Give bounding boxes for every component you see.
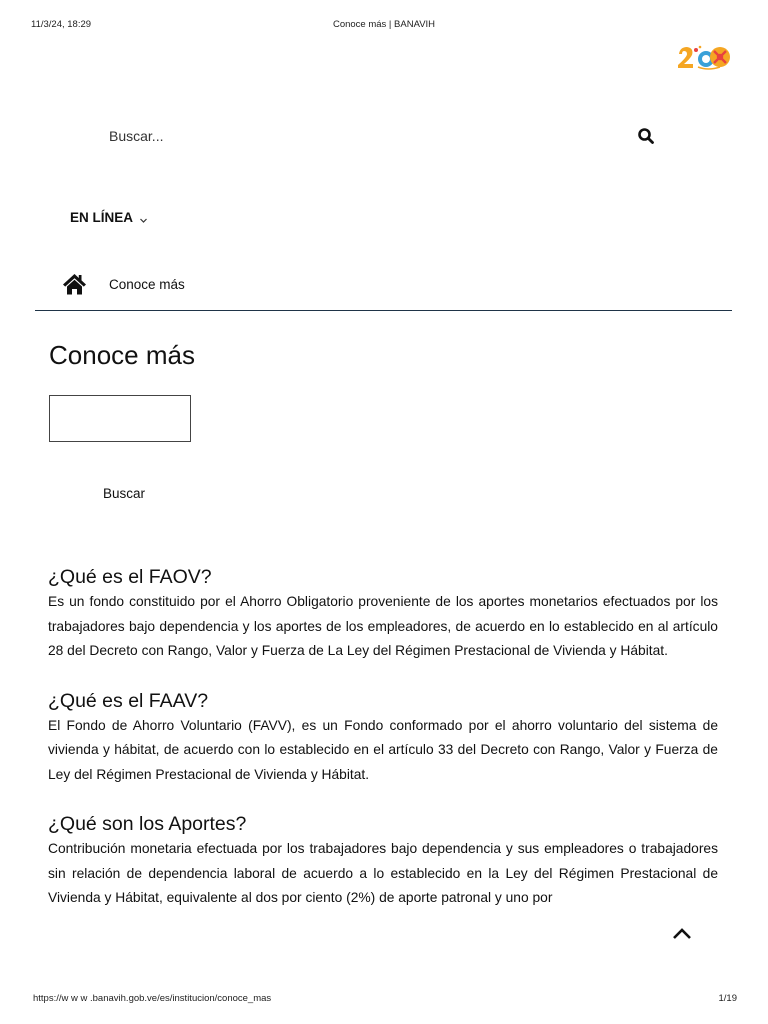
- faq-question: ¿Qué es el FAAV?: [48, 689, 209, 712]
- home-icon[interactable]: [62, 272, 87, 296]
- faq-answer: Es un fondo constituido por el Ahorro Obligatorio proveniente de los aportes monetarios efectuados por los trabajadores bajo dependencia y los aportes de los empleadores, de acuerdo en lo establecido en al artículo 28 del Decreto con Rango, Valor y Fuerza de La Ley del Régimen Prestacional de Vivienda y Hábitat.: [48, 594, 718, 658]
- faq-item-faav: [48, 688, 718, 788]
- faq-question: ¿Qué es el FAOV?: [48, 566, 212, 588]
- anniversary-20-logo-icon: [676, 42, 732, 72]
- site-search: [100, 122, 660, 150]
- chevron-up-icon: [671, 926, 693, 942]
- print-footer: [0, 993, 768, 1007]
- print-url: https://w w w .banavih.gob.ve/es/institucion/conoce_mas: [33, 993, 272, 1004]
- breadcrumb: [62, 270, 185, 298]
- anniversary-logo[interactable]: [676, 42, 732, 72]
- print-datetime: 11/3/24, 18:29: [31, 19, 92, 30]
- faq-answer: El Fondo de Ahorro Voluntario (FAVV), es un Fondo conformado por el ahorro voluntario del sistema de vivienda y hábitat, de acuerdo con lo establecido en el artículo 33 del Decreto con Rango, Valor y Fuerza de Ley del Régimen Prestacional de Vivienda y Hábitat.: [48, 717, 718, 782]
- header-divider: [35, 310, 732, 311]
- content-search-field[interactable]: [49, 395, 191, 442]
- nav-menu-label: EN LÍNEA: [70, 210, 134, 225]
- print-header: [0, 19, 768, 33]
- faq-item-aportes: [48, 811, 718, 911]
- faq-answer: Contribución monetaria efectuada por los trabajadores bajo dependencia y sus empleadores o trabajadores sin relación de dependencia laboral de acuerdo a lo establecido en la Ley del Régimen Prestacional de Vivienda y Hábitat, equivalente al dos por ciento (2%) de aporte patronal y uno por: [48, 841, 718, 905]
- search-icon[interactable]: [637, 127, 655, 145]
- print-page-title: Conoce más | BANAVIH: [332, 19, 436, 30]
- faq-question: ¿Qué son los Aportes?: [48, 813, 247, 835]
- print-page-number: 1/19: [718, 993, 737, 1004]
- faq-list: [48, 564, 718, 935]
- chevron-down-icon: [139, 213, 148, 222]
- search-input[interactable]: [100, 122, 629, 150]
- page-title: Conoce más: [49, 340, 195, 370]
- scroll-to-top-button[interactable]: [671, 926, 693, 942]
- faq-item-faov: [48, 564, 718, 664]
- nav-menu-en-linea[interactable]: [70, 210, 148, 225]
- content-search-button[interactable]: Buscar: [103, 486, 146, 501]
- breadcrumb-current: Conoce más: [109, 276, 185, 292]
